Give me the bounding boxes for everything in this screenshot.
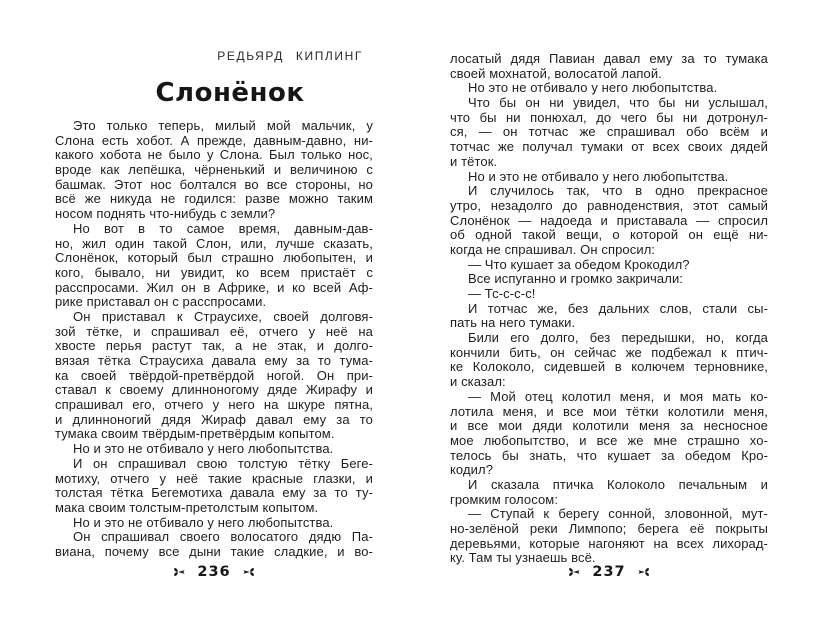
text-line: Слонёнок, который был страшно любопытен, и: [55, 250, 373, 266]
text-line: Это только теперь, милый мой мальчик, у: [73, 118, 373, 133]
text-line: вязая тётка Страусиха давала ему за то тума-: [55, 353, 373, 368]
text-line: — Тс-с-с-с!: [468, 286, 536, 301]
text-line: ке Колоколо, сидевшей в колючем терновнике,: [450, 359, 768, 375]
text-line: и сказал:: [450, 374, 506, 390]
text-line: Слона есть хобот. А прежде, давным-давно, ни-: [55, 132, 373, 148]
text-line: башмак. Этот нос болтался во все стороны, но: [55, 176, 373, 192]
text-line: об одной такой вещи, о которой он ещё ни-: [450, 227, 768, 243]
text-line: спрашивал его, отчего у него на шкуре пятна,: [55, 397, 373, 413]
text-line: громким голосом:: [450, 491, 559, 507]
text-line: телось бы знать, что кушает за обедом Кро-: [450, 447, 768, 463]
text-line: мое любопытство, и все же мне страшно хо-: [450, 432, 768, 448]
left-page-text-column: [55, 119, 373, 560]
text-line: И сказала птичка Колоколо печальным и: [468, 476, 768, 492]
page-number: 237: [592, 564, 626, 580]
text-line: расспросами. Жил он в Африке, и ко всей Аф-: [55, 279, 373, 295]
text-line: И он спрашивал свою толстую тётку Беге-: [73, 455, 373, 471]
text-line: кого, бывало, ни увидит, ко всем пристаёт с: [55, 264, 373, 280]
text-line: но, жил один такой Слон, или, лучше сказать,: [55, 235, 373, 251]
text-line: мака своим толстым-претолстым копытом.: [55, 499, 319, 515]
fleuron-right-icon: [241, 566, 256, 578]
text-line: Все испуганно и громко закричали:: [468, 271, 684, 287]
text-line: Но и это не отбивало у него любопытства.: [468, 168, 729, 184]
text-line: и тёток.: [450, 153, 498, 169]
text-line: когда не спрашивал. Он спросил:: [450, 241, 656, 257]
text-line: — Мой отец колотил меня, и моя мать ко-: [468, 388, 768, 404]
text-line: вроде как лепёшка, чёрненький и величиною с: [55, 162, 373, 178]
text-line: своей мохнатой, волосатой лапой.: [450, 65, 662, 81]
text-line: Но это не отбивало у него любопытства.: [468, 80, 718, 96]
text-line: виана, почему все дыни такие сладкие, и во-: [55, 543, 373, 559]
text-line: тумака своим твёрдым-претвёрдым копытом.: [55, 426, 335, 442]
text-line: Но вот в то самое время, давным-дав-: [73, 220, 373, 236]
text-line: Но и это не отбивало у него любопытства.: [73, 441, 334, 457]
left-page-footer: [55, 564, 373, 580]
text-line: и все мои дяди колотили меня за несносное: [450, 418, 768, 434]
text-line: Слонёнок — надоеда и приставала — спросил: [450, 212, 768, 228]
text-line: пать на него тумаки.: [450, 315, 576, 331]
text-line: толстая тётка Бегемотиха давала ему за то ту-: [55, 485, 373, 501]
fleuron-left-icon: [172, 566, 187, 578]
text-line: — Что кушает за обедом Крокодил?: [468, 256, 690, 272]
text-line: что бы ни понюхал, до чего бы ни дотронул-: [450, 109, 768, 125]
text-line: Что бы он ни увидел, что бы ни услышал,: [468, 95, 768, 111]
text-line: кончили бить, он сейчас же подбежал к птич-: [450, 344, 768, 360]
right-page-text-column: [450, 52, 768, 566]
text-line: носом поднять что-нибудь с земли?: [55, 206, 276, 222]
text-line: лосатый дядя Павиан давал ему за то тумака: [450, 51, 768, 66]
text-line: зой тётке, и спрашивал её, отчего у неё на: [55, 323, 373, 339]
text-line: Били его долго, без передышки, но, когда: [468, 330, 768, 346]
text-line: лотила меня, и все мои тётки колотили меня,: [450, 403, 768, 419]
text-line: ку. Там ты узнаешь всё.: [450, 550, 596, 566]
text-line: рике приставал он с расспросами.: [55, 294, 267, 310]
text-line: деревьями, которые нагоняют на всех лихорад-: [450, 535, 768, 551]
text-line: ставал к своему длинноногому дяде Жирафу и: [55, 382, 373, 398]
text-line: хвосте перья растут так, а не этак, и долго-: [55, 338, 373, 354]
fleuron-left-icon: [567, 566, 582, 578]
text-line: мотиху, отчего у неё такие красные глазки, и: [55, 470, 373, 486]
text-line: И случилось так, что в одно прекрасное: [468, 183, 768, 199]
text-line: какого хобота не было у Слона. Был только нос,: [55, 147, 373, 163]
right-page-footer: [450, 564, 768, 580]
text-line: Но и это не отбивало у него любопытства.: [73, 514, 334, 530]
text-line: утро, незадолго до равноденствия, этот самый: [450, 197, 768, 213]
text-line: ся, — он тотчас же спрашивал обо всём и: [450, 124, 768, 140]
author-header: РЕДЬЯРД КИПЛИНГ: [217, 49, 363, 63]
text-line: и длинноногий дядя Жираф давал ему за то: [55, 411, 373, 427]
text-line: тотчас же получал тумаки от всех своих дядей: [450, 139, 768, 155]
page-number: 236: [197, 564, 231, 580]
text-line: Он приставал к Страусихе, своей долговя-: [73, 308, 373, 324]
text-line: ка своей твёрдой-претвёрдой ногой. Он при-: [55, 367, 373, 383]
text-line: Он спрашивал своего волосатого дядю Па-: [73, 529, 373, 545]
story-title: Слонёнок: [155, 78, 305, 108]
text-line: И тотчас же, без дальних слов, стали сы-: [468, 300, 768, 316]
text-line: но-зелёной реки Лимпопо; берега её покрыты: [450, 521, 768, 536]
text-line: — Ступай к берегу сонной, зловонной, мут-: [468, 506, 768, 522]
fleuron-right-icon: [636, 566, 651, 578]
text-line: всё же никуда не годился: разве можно таким: [55, 191, 373, 207]
text-line: кодил?: [450, 462, 494, 478]
